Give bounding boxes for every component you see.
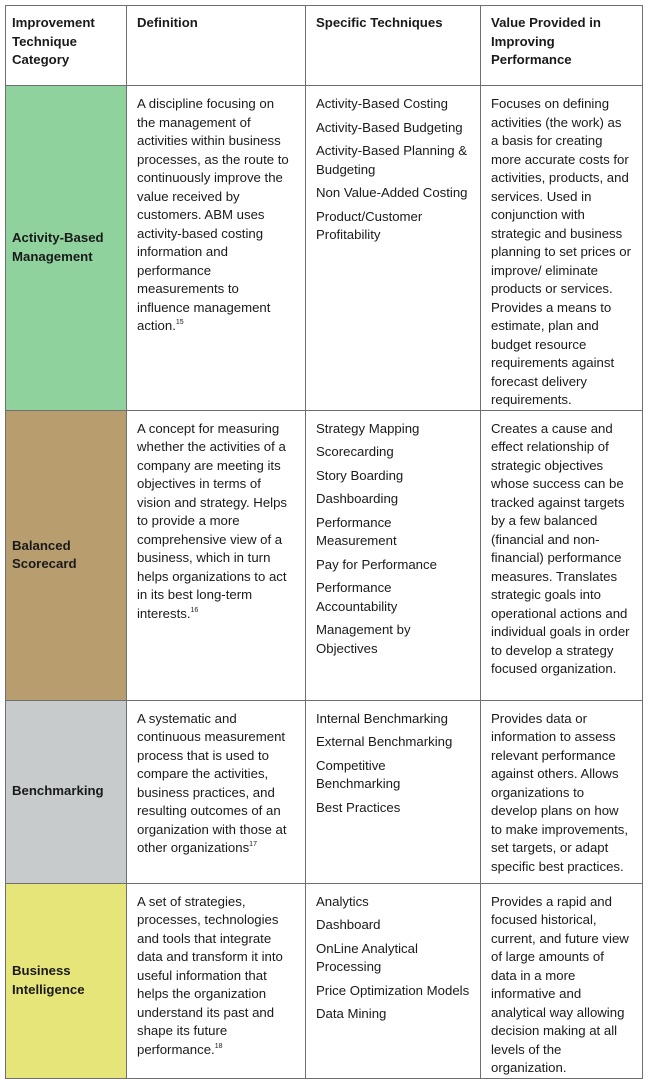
techniques-cell	[306, 86, 481, 411]
technique-item: Strategy Mapping	[316, 420, 420, 436]
value-cell: Provides data or information to assess relevant performance against others. Allows organizations to develop plans on how to make improvements, set targets, or adapt specific best practices.	[481, 700, 643, 883]
category-cell: Benchmarking	[6, 700, 127, 883]
technique-item: Competitive Benchmarking	[316, 757, 401, 791]
technique-item: Performance Accountability	[316, 580, 398, 614]
footnote-marker: 17	[249, 841, 257, 848]
definition-cell	[127, 700, 306, 883]
definition-text: A discipline focusing on the management of activities within business processes, as the route to continuously improve the value received by customers. ABM uses activity-based costing information and performance measurements to influence management action.	[137, 96, 289, 333]
technique-item: Pay for Performance	[316, 556, 437, 572]
technique-item: Best Practices	[316, 799, 401, 815]
header-definition: Definition	[127, 6, 306, 86]
techniques-cell	[306, 700, 481, 883]
definition-cell	[127, 86, 306, 411]
technique-item: Product/Customer Profitability	[316, 208, 423, 242]
header-techniques: Specific Techniques	[306, 6, 481, 86]
category-cell: Balanced Scorecard	[6, 410, 127, 700]
techniques-cell	[306, 410, 481, 700]
value-cell: Focuses on defining activities (the work) as a basis for creating more accurate costs for activities, products, and services. Used in conjunction with strategic and business planning to set prices or improve/ eliminate products or services. Provides a means to estimate, plan and budget resource requirements against forecast delivery requirements.	[481, 86, 643, 411]
table-row	[6, 700, 643, 883]
technique-item: Dashboard	[316, 917, 381, 932]
footnote-marker: 18	[214, 1042, 223, 1050]
technique-item: Performance Measurement	[316, 514, 397, 548]
definition-text: A set of strategies, processes, technologies and tools that integrate data and transform it into useful information that helps the organization understand its past and shape its future performance.	[137, 893, 283, 1057]
value-cell: Provides a rapid and focused historical, current, and future view of large amounts of data in a more informative and analytical way allowing decision making at all levels of the organization.	[481, 883, 643, 1078]
technique-item: Non Value-Added Costing	[316, 185, 468, 200]
footnote-marker: 16	[190, 606, 199, 614]
technique-item: Management by Objectives	[316, 622, 411, 656]
table-row	[6, 410, 643, 700]
technique-item: Story Boarding	[316, 467, 404, 483]
header-row	[6, 6, 643, 86]
table-row	[6, 883, 643, 1078]
category-cell: Activity-Based Management	[6, 86, 127, 411]
technique-item: Data Mining	[316, 1006, 387, 1021]
definition-text: A concept for measuring whether the activities of a company are meeting its objectives in terms of vision and strategy. Helps to provide a more comprehensive view of a business, which in turn helps organizations to act in its best long-term interests.	[137, 420, 288, 621]
technique-item: Activity-Based Budgeting	[316, 119, 463, 135]
table-row	[6, 86, 643, 411]
technique-item: Dashboarding	[316, 491, 399, 506]
technique-item: Activity-Based Planning & Budgeting	[316, 143, 467, 177]
definition-cell	[127, 883, 306, 1078]
header-value: Value Provided in Improving Performance	[481, 6, 643, 86]
technique-item: Price Optimization Models	[316, 982, 470, 998]
category-cell: Business Intelligence	[6, 883, 127, 1078]
technique-item: Internal Benchmarking	[316, 710, 448, 726]
techniques-cell	[306, 883, 481, 1078]
footnote-marker: 15	[175, 319, 184, 326]
definition-cell	[127, 410, 306, 700]
technique-item: External Benchmarking	[316, 734, 453, 749]
value-cell: Creates a cause and effect relationship of strategic objectives whose success can be tracked against targets by a few balanced (financial and non-financial) performance measures. Translates strategic goals into operational actions and individual goals in order to develop a strategy focused organization.	[481, 410, 643, 700]
improvement-techniques-table	[5, 5, 643, 1079]
technique-item: OnLine Analytical Processing	[316, 940, 418, 974]
header-category: Improvement Technique Category	[6, 6, 127, 86]
technique-item: Activity-Based Costing	[316, 96, 448, 111]
definition-text: A systematic and continuous measurement process that is used to compare the activities, business practices, and resulting outcomes of an organization with those at other organizations	[137, 710, 287, 855]
technique-item: Analytics	[316, 893, 369, 909]
technique-item: Scorecarding	[316, 444, 394, 459]
